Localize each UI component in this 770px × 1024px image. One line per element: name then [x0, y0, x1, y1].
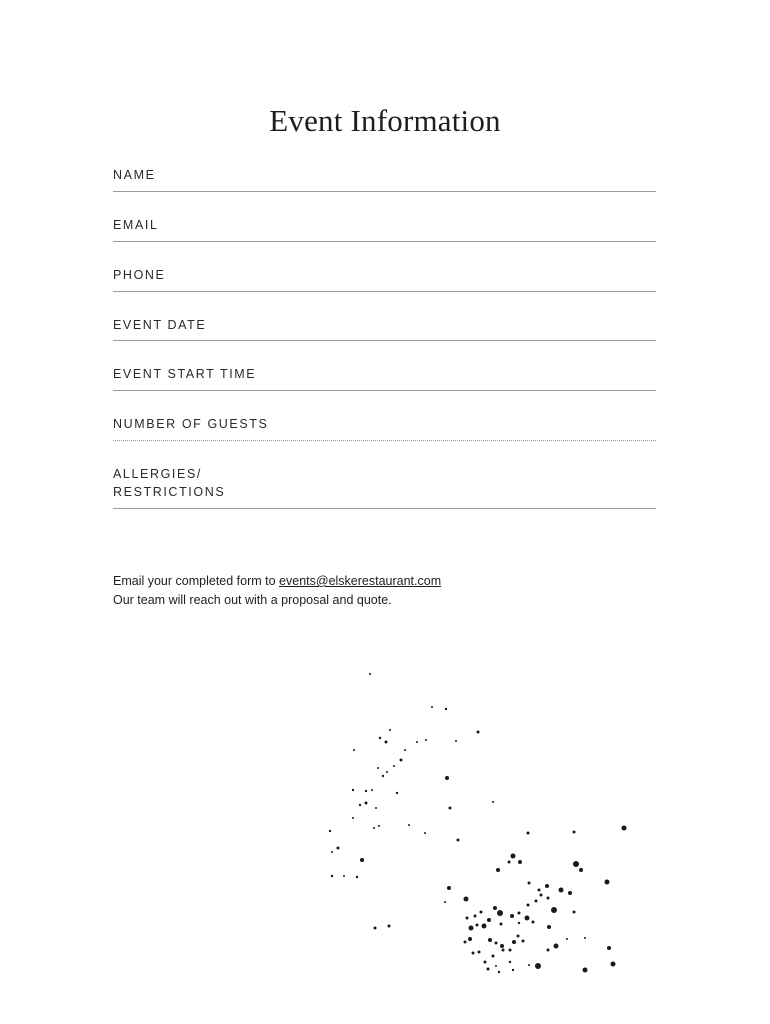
ink-dot	[389, 729, 391, 731]
instructions-line-2: Our team will reach out with a proposal and quote.	[113, 593, 392, 607]
ink-dot	[493, 906, 497, 910]
ink-dot	[502, 949, 505, 952]
ink-dot	[469, 926, 474, 931]
ink-dot	[472, 952, 475, 955]
ink-dot	[468, 937, 472, 941]
ink-dot	[373, 827, 375, 829]
page-title: Event Information	[269, 102, 501, 138]
ink-dot	[528, 964, 530, 966]
allergies-label-line2: RESTRICTIONS	[113, 485, 226, 499]
ink-dot	[500, 944, 504, 948]
ink-dot	[388, 925, 391, 928]
allergies-label-line1: ALLERGIES/	[113, 467, 202, 481]
ink-dot	[518, 922, 520, 924]
ink-dot	[487, 968, 490, 971]
ink-dot	[365, 802, 368, 805]
ink-dot	[551, 907, 557, 913]
ink-dot	[497, 910, 503, 916]
ink-dot	[532, 921, 535, 924]
ink-dot	[360, 858, 364, 862]
ink-dot	[568, 891, 572, 895]
event-start-time-label: EVENT START TIME	[113, 367, 257, 381]
ink-dot	[584, 937, 586, 939]
ink-dot	[566, 938, 568, 940]
ink-dot	[455, 740, 457, 742]
ink-dot	[369, 673, 371, 675]
ink-dot	[509, 961, 511, 963]
ink-dot	[495, 965, 497, 967]
ink-dot	[356, 876, 358, 878]
ink-dot	[474, 915, 477, 918]
instructions-prefix: Email your completed form to	[113, 574, 280, 588]
ink-dot	[377, 767, 379, 769]
ink-dot	[379, 737, 381, 739]
ink-dot	[492, 955, 495, 958]
ink-dot	[464, 941, 467, 944]
ink-dot	[374, 927, 377, 930]
ink-dot	[535, 900, 538, 903]
ink-dot	[487, 918, 491, 922]
ink-dot	[559, 888, 564, 893]
ink-dot	[583, 968, 588, 973]
ink-dot	[488, 938, 492, 942]
ink-dot	[511, 854, 516, 859]
ink-dot	[359, 804, 361, 806]
ink-dot	[547, 949, 550, 952]
ink-dot	[425, 739, 427, 741]
ink-dot	[352, 789, 354, 791]
ink-dot	[480, 911, 483, 914]
ink-dot	[492, 801, 494, 803]
ink-dot	[573, 831, 576, 834]
event-date-label: EVENT DATE	[113, 318, 207, 332]
ink-dot	[365, 790, 367, 792]
ink-dot	[500, 923, 503, 926]
ink-dot	[477, 731, 480, 734]
number-of-guests-label: NUMBER OF GUESTS	[113, 417, 269, 431]
ink-dot	[528, 882, 531, 885]
ink-dot	[385, 741, 388, 744]
ink-dot	[545, 884, 549, 888]
ink-dot	[445, 708, 447, 710]
ink-dot	[517, 935, 520, 938]
ink-dot	[518, 912, 521, 915]
ink-dot	[424, 832, 426, 834]
ink-dot	[476, 924, 479, 927]
ink-dot	[431, 706, 433, 708]
ink-dot	[512, 969, 514, 971]
ink-dot	[386, 771, 388, 773]
ink-dot	[371, 789, 373, 791]
ink-dot	[525, 916, 530, 921]
ink-dot	[352, 817, 354, 819]
ink-dot	[498, 971, 500, 973]
ink-dot	[484, 961, 487, 964]
ink-dot	[416, 741, 418, 743]
ink-dot	[337, 847, 340, 850]
ink-dot	[573, 861, 579, 867]
ink-dot	[404, 749, 406, 751]
ink-dot	[554, 944, 559, 949]
ink-dot	[408, 824, 410, 826]
ink-dot	[622, 826, 627, 831]
ink-dot	[538, 889, 541, 892]
ink-dot	[522, 940, 525, 943]
ink-dot	[527, 832, 530, 835]
ink-dot	[547, 897, 550, 900]
ink-dot	[510, 914, 514, 918]
ink-dot	[329, 830, 331, 832]
ink-dot	[540, 894, 543, 897]
ink-dot	[375, 807, 377, 809]
ink-dot	[509, 949, 512, 952]
ink-dot	[607, 946, 611, 950]
ink-dot	[495, 942, 498, 945]
ink-dot	[547, 925, 551, 929]
ink-dot	[496, 868, 500, 872]
ink-dot	[343, 875, 345, 877]
email-label: EMAIL	[113, 218, 159, 232]
ink-dot	[457, 839, 460, 842]
ink-dot	[535, 963, 541, 969]
ink-dot	[382, 775, 384, 777]
ink-dot	[518, 860, 522, 864]
ink-dot	[466, 917, 469, 920]
ink-dot	[512, 940, 516, 944]
ink-dot	[331, 875, 333, 877]
name-label: NAME	[113, 168, 156, 182]
ink-dot	[605, 880, 610, 885]
ink-dot	[393, 765, 395, 767]
events-email-link[interactable]: events@elskerestaurant.com	[279, 574, 442, 588]
ink-dot	[400, 759, 403, 762]
ink-dot	[579, 868, 583, 872]
ink-dot	[353, 749, 355, 751]
ink-dot	[445, 776, 449, 780]
ink-dot	[378, 825, 380, 827]
ink-dot	[396, 792, 398, 794]
ink-dot	[444, 901, 446, 903]
ink-dot	[482, 924, 487, 929]
ink-dot	[449, 807, 452, 810]
ink-dot	[331, 851, 333, 853]
ink-dot	[464, 897, 469, 902]
ink-dot	[447, 886, 451, 890]
ink-dot	[573, 911, 576, 914]
ink-dot	[508, 861, 511, 864]
ink-dot	[478, 951, 481, 954]
ink-dot	[527, 904, 530, 907]
phone-label: PHONE	[113, 268, 166, 282]
ink-dot	[611, 962, 616, 967]
